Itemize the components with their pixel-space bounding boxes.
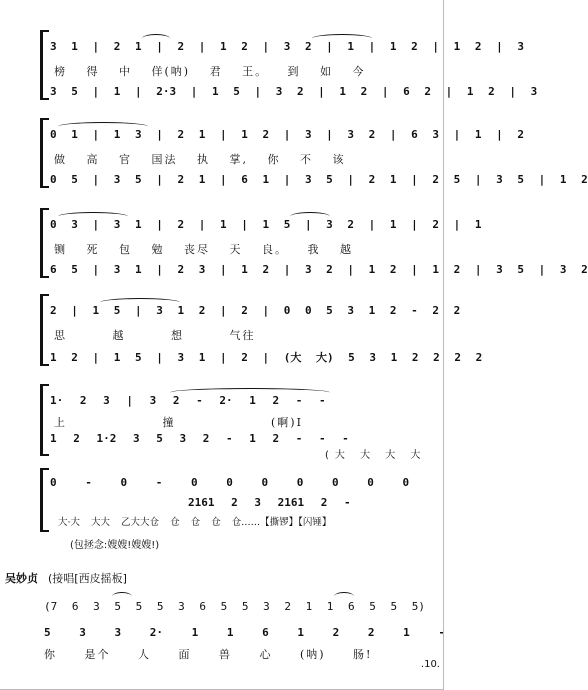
rest-line: 0 - 0 - 0 0 0 0 0 0 0 [50, 476, 410, 489]
melody-line: 5 3 3 2· 1 1 6 1 2 2 1 - [44, 626, 445, 639]
page-number: .10. [420, 659, 440, 670]
melody-line: 0 3 | 3 1 | 2 | 1 | 1 5 | 3 2 | 1 | 2 | 1 [50, 218, 482, 231]
lyric-line: 榜 得 中 佯(呐) 君 王。 到 如 今 [54, 65, 366, 78]
spoken-cue: (包拯念:嫂嫂!嫂嫂!) [70, 540, 160, 551]
melody-line: 3 1 | 2 1 | 2 | 1 2 | 3 2 | 1 | 1 2 | 1 2 | 3 [50, 40, 525, 53]
lyric-line: 上 撞 (啊)I [54, 416, 303, 429]
prelude-line: (7 6 3 5 5 5 3 6 5 5 3 2 1 1 6 5 5 5) [44, 600, 426, 613]
percussion-cue: (大 大 大 大 [325, 450, 427, 461]
accompaniment-line: 1 2 1·2 3 5 3 2 - 1 2 - - - [50, 432, 349, 445]
melody-line: 0 1 | 1 3 | 2 1 | 1 2 | 3 | 3 2 | 6 3 | 1 | 2 [50, 128, 525, 141]
melody-line: 2 | 1 5 | 3 1 2 | 2 | 0 0 5 3 1 2 - 2 2 [50, 304, 461, 317]
lyric-line: 你 是个 人 面 兽 心 (呐) 肠! [44, 648, 373, 661]
accompaniment-line: 1 2 | 1 5 | 3 1 | 2 | (大 大) 5 3 1 2 2 2 2 [50, 351, 483, 364]
accompaniment-line: 3 5 | 1 | 2·3 | 1 5 | 3 2 | 1 2 | 6 2 | 1 2 | 3 [50, 85, 538, 98]
lyric-line: 铡 死 包 勉 丧尽 天 良。 我 越 [54, 243, 353, 256]
melody-line: 1· 2 3 | 3 2 - 2· 1 2 - - [50, 394, 326, 407]
accompaniment-line: 6 5 | 3 1 | 2 3 | 1 2 | 3 2 | 1 2 | 1 2 | 3 5 | 3 2 [50, 263, 588, 276]
singer-name: 吴妙贞 [5, 572, 38, 585]
accompaniment-line: 0 5 | 3 5 | 2 1 | 6 1 | 3 5 | 2 1 | 2 5 | 3 5 | 1 2 [50, 173, 588, 186]
aria-header: (接唱[西皮摇板] [48, 572, 127, 585]
percussion-line: 大·大 大大 乙大大仓 仓 仓 仓 仓……【撕锣】【闪锤】 [58, 517, 332, 528]
lyric-line: 做 高 官 国法 执 掌, 你 不 该 [54, 153, 346, 166]
accompaniment-line: 2161 2 3 2161 2 - [188, 496, 351, 509]
lyric-line: 思 越 想 气往 [54, 329, 256, 342]
